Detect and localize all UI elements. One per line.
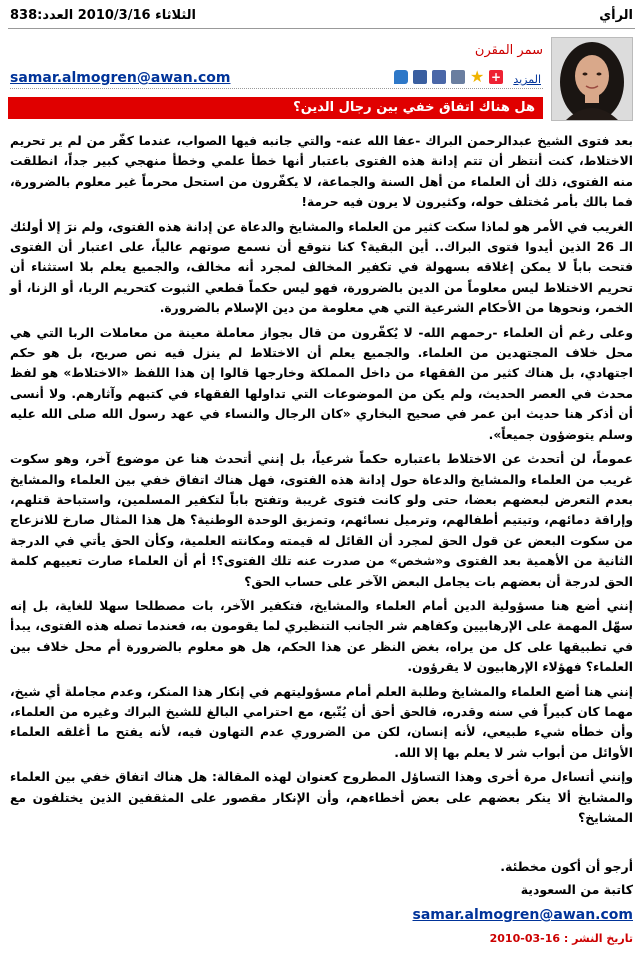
author-avatar (551, 37, 633, 121)
author-email-link[interactable]: samar.almogren@awan.com (10, 70, 231, 86)
top-bar (0, 0, 643, 30)
closing-line: أرجو أن أكون مخطئة. (500, 859, 633, 874)
dotted-divider (10, 88, 543, 89)
print-icon[interactable] (451, 70, 465, 84)
article-closing (500, 855, 633, 901)
article-title: هل هناك اتفاق خفي بين رجال الدين؟ (8, 97, 543, 119)
more-link[interactable]: المزيد (513, 73, 541, 86)
article-body (10, 131, 633, 832)
author-signature: كاتبة من السعودية (520, 882, 633, 897)
save-icon[interactable] (432, 70, 446, 84)
article-paragraph: الغريب في الأمر هو لماذا سكت كثير من العلماء والمشايخ والدعاة عن إدانة هذه الفتوى، ولم نرَ إلا أولئك الـ 26 الذين أيدوا فتوى البراك.. أين البقية؟ كنا نتوقع أن نسمع صوتهم عالياً، على اعتبار أن الفتوى فتحت باباً لا يمكن إغلاقه بسهولة في تكفير المخالف لمجرد أنه مخالف، والجميع يعلم بلا استثناء أن تحريم الاختلاط ليس معلوماً من الدين بالضرورة، فهو ليس حكماً قطعي الثبوت كتحريم الربا، أو الزنا، أو الخمر، ونحوها من الأحكام الشرعية التي هي معلومة من دين الإسلام بالضرورة. (10, 219, 633, 316)
author-name[interactable]: سمر المقرن (474, 43, 543, 58)
issue-date-line: الثلاثاء 2010/3/16 العدد:838 (10, 8, 197, 23)
section-label: الرأي (599, 8, 633, 23)
mail-icon[interactable] (413, 70, 427, 84)
share-toolbar (394, 67, 503, 86)
comment-icon[interactable] (394, 70, 408, 84)
article-paragraph: إنني هنا أضع العلماء والمشايخ وطلبة العلم أمام مسؤوليتهم في إنكار هذا المنكر، وعدم مجاملة أي شيخ، مهما كان كبيراً في سنه وقدره، فالحق أحق أن يُتّبع، مع احترامي البالغ للشيخ البراك وغيره من العلماء، وأن خطأه شيء طبيعي، لأنه إنسان، لكن من الضروري عدم التهاون فيه، لأنه يفتح ما أغلقه العلماء الأوائل من أبواب شر لا يعلم بها إلا الله. (10, 684, 633, 760)
article-paragraph: عموماً، لن أتحدث عن الاختلاط باعتباره حكماً شرعياً، بل إنني أتحدث هنا عن موضوع آخر، وهو سكوت غريب من العلماء والمشايخ والدعاة حول إدانة هذه الفتوى، فهل هناك اتفاق خفي بين العلماء والمشايخ بعدم التعرض لبعضهم بعضا، حتى ولو كانت فتوى غريبة وتفتح باباً لتكفير المسلمين، واستباحة قتلهم، وإراقة دمائهم، وتيتيم أطفالهم، وترميل نسائهم، وتمزيق الوحدة الوطنية؟ هل هذا المثال صارخ للانزعاج من سكوت البعض عن قول الحق لمجرد أن القائل له قيمته ومكانته العلمية، وكأن الحق يأتي في الدرجة الثانية من الأهمية بعد الفتوى و«شخص» من صدرت عنه تلك الفتوى؟! أم أن العلماء صارت تعييهم كلمة الحق لدرجة أن بعضهم بات يجامل البعض الآخر على حساب الحق؟ (10, 452, 633, 589)
article-paragraph: إنني أضع هنا مسؤولية الدين أمام العلماء والمشايخ، فتكفير الآخر، بات مصطلحا سهلا للغاية، بل إنه سهّل المهمة على الإرهابيين وكفاهم شر الجانب التنظيري لما يقومون به، فعندما تصله هذه الفتوى، يبدأ في تطبيقها على كل من يراه، بغض النظر عن هذا الحكم، هل هو معلوم بالضرورة أم محل خلاف بين العلماء؟ فهؤلاء الإرهابيون لا يقرؤون. (10, 598, 633, 675)
publication-date: تاريخ النشر : 16-03-2010 (489, 932, 633, 945)
top-divider (8, 28, 635, 29)
avatar-portrait-icon (552, 38, 632, 120)
plus-icon[interactable]: + (490, 70, 502, 84)
article-paragraph: بعد فتوى الشيخ عبدالرحمن البراك -عفا الله عنه- والتي جانبه فيها الصواب، عندما كفّر من لم ير تحريم الاختلاط، كنت أنتظر أن تتم إدانة هذه الفتوى باعتبار أنها خطأ علمي وخطأ منهجي كبير جداً، انطلقت منه الفتوى، ذلك أن العلماء من أهل السنة والجماعة، لا يكفّرون من استحل محرماً غير معلوم بالضرورة، فما بالك بأمر مُختلف حوله، وكثيرون لا يرون فيه حرمة! (10, 134, 633, 210)
star-icon[interactable]: ★ (470, 67, 485, 86)
article-paragraph: وإنني أتساءل مرة أخرى وهذا التساؤل المطروح كعنوان لهذه المقالة: هل هناك اتفاق خفي بين العلماء والمشايخ ألا ينكر بعضهم على بعض أخطاءهم، وأن الإنكار مقصور على المثقفين الذين يختلفون مع المشايخ؟ (10, 770, 633, 825)
author-email-footer-link[interactable]: samar.almogren@awan.com (412, 907, 633, 923)
article-paragraph: وعلى رغم أن العلماء -رحمهم الله- لا يُكفّرون من قال بجواز معاملة معينة من معاملات الربا التي هي محل خلاف المجتهدين من العلماء. والجميع يعلم أن الاختلاط لم ينزل فيه نص صريح، بل هو حكم اجتهادي، بل هناك كثير من الفقهاء من داخل المملكة وخارجها قالوا إن هذا اللفظ «الاختلاط» هو لفظ محدث في العصر الحديث، ولم يكن من الموضوعات التي تداولها الفقهاء في كتبهم وآثارهم. ولا أنسى أن أذكر هنا حديث ابن عمر في صحيح البخاري «كان الرجال والنساء في عهد رسول الله صلى الله عليه وسلم يتوضؤون جميعاً». (10, 325, 633, 442)
